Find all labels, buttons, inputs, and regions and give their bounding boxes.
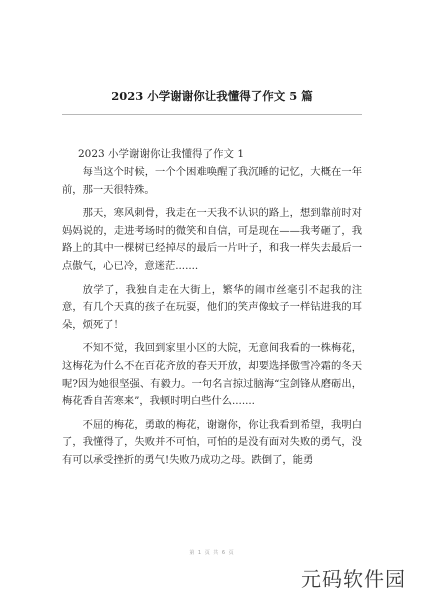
paragraph: 放学了，我独自走在大街上，繁华的闹市丝毫引不起我的注意，有几个天真的孩子在玩耍，他们的笑声像蚊子一样钻进我的耳朵，烦死了！ [62, 283, 362, 331]
watermark-logo: 元码软件园 [301, 567, 406, 591]
paragraph: 每当这个时候，一个个困难唤醒了我沉睡的记忆，大概在一年前，那一天很特殊。 [62, 166, 362, 196]
paragraph: 那天，寒风刺骨，我走在一天我不认识的路上，想到靠前时对妈妈说的，走进考场时的微笑和自信，可是现在——我考砸了，我路上的其中一棵树已经掉尽的最后一片叶子，和我一样失去最后一点傲气，心已冷，意迷茫....... [62, 207, 362, 272]
page-footer: 第 1 页 共 6 页 [189, 550, 235, 556]
paragraph: 不知不觉，我回到家里小区的大院，无意间我看的一株梅花，这梅花为什么不在百花齐放的春天开放，却要选择傲雪冷霜的冬天呢?因为她很坚强、有毅力。一句名言掠过脑海“宝剑锋从磨砺出，梅花香自苦寒来”，我顿时明白些什么....... [62, 342, 362, 408]
paragraph: 不屈的梅花，勇敢的梅花，谢谢你，你让我看到希望，我明白了，我懂得了，失败并不可怕，可怕的是没有面对失败的勇气，没有可以承受挫折的勇气!失败乃成功之母。跌倒了，能勇 [62, 418, 362, 466]
document-title: 2023 小学谢谢你让我懂得了作文 5 篇 [111, 89, 313, 103]
essay-title: 2023 小学谢谢你让我懂得了作文 1 [78, 148, 245, 160]
essay-body [62, 164, 362, 476]
title-divider [62, 114, 362, 115]
